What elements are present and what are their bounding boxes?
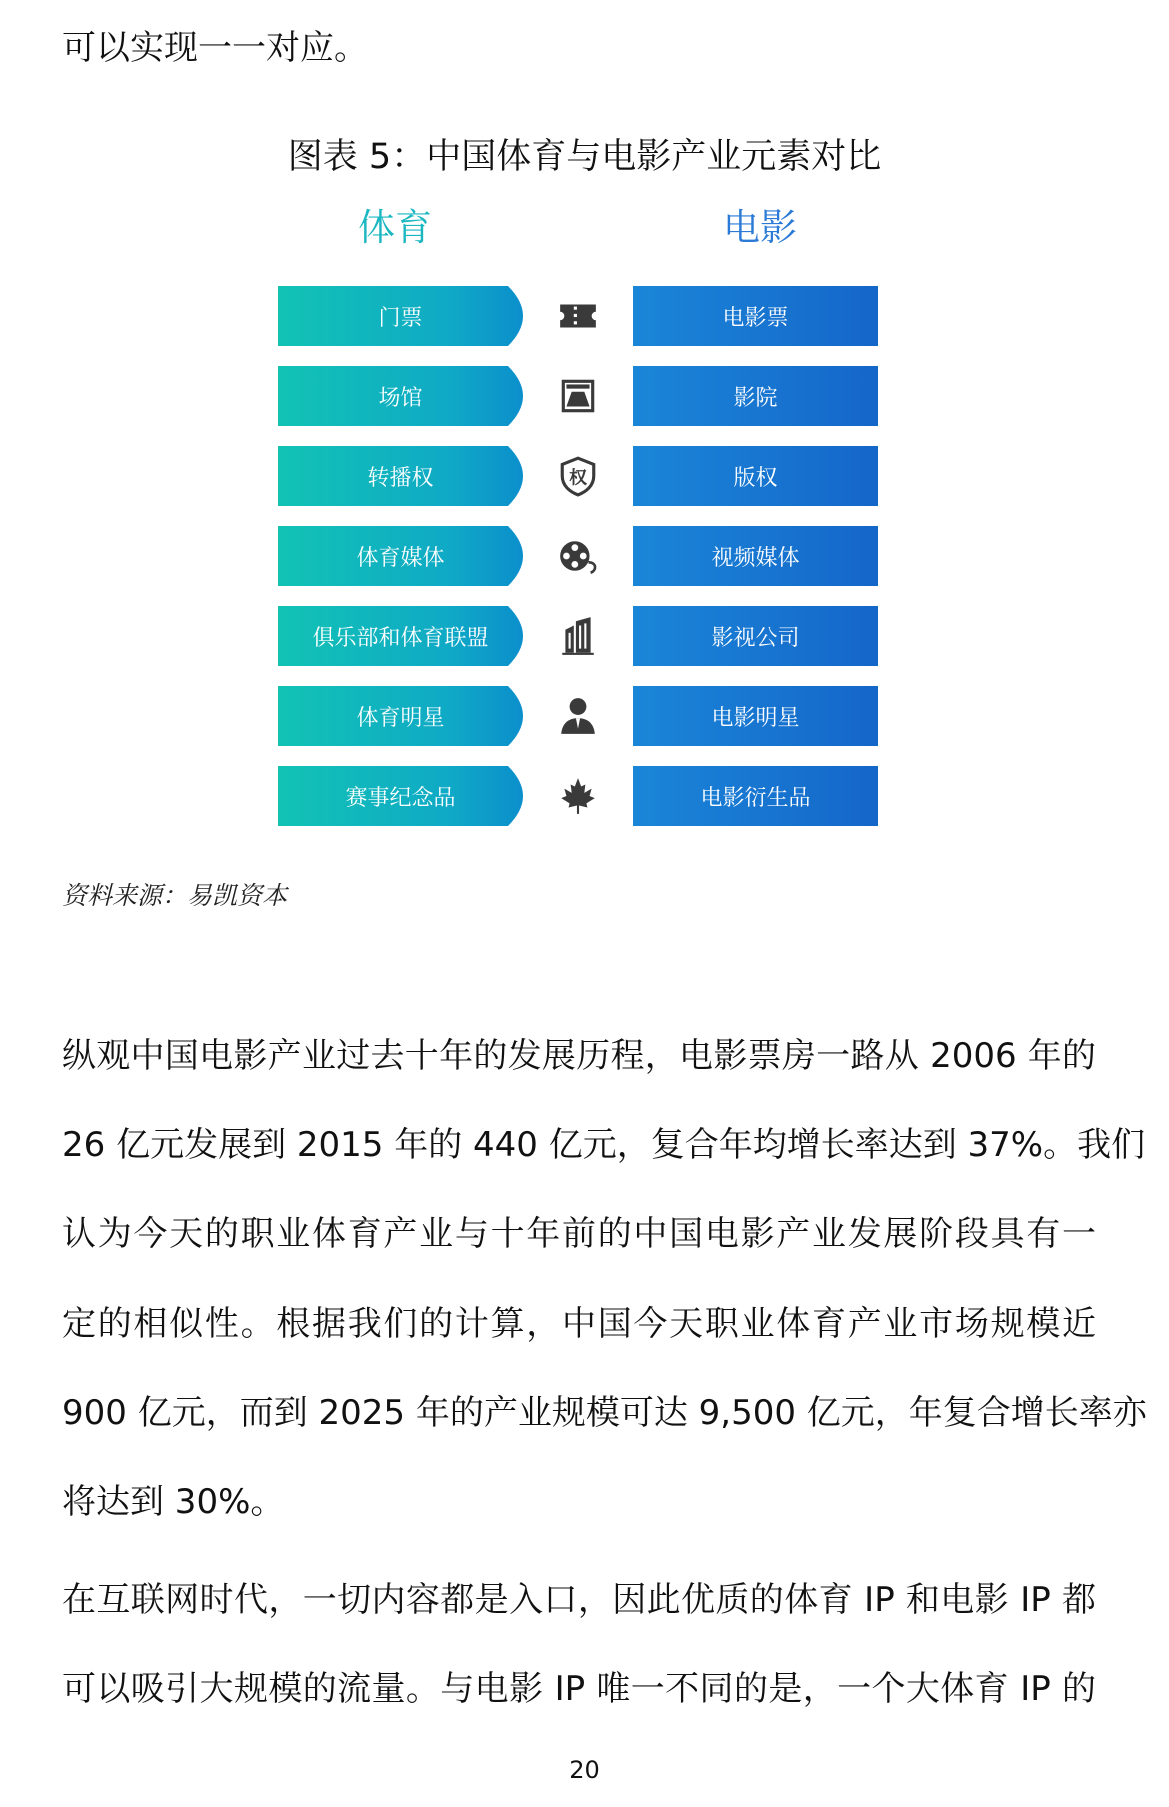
- paragraph-line: 定的相似性。根据我们的计算，中国今天职业体育产业市场规模近: [62, 1304, 1096, 1344]
- left-notch: [508, 446, 540, 506]
- paragraph-line: 纵观中国电影产业过去十年的发展历程，电影票房一路从 2006 年的: [62, 1036, 1096, 1076]
- comparison-row: [278, 606, 878, 666]
- film-element: 影院: [633, 366, 878, 426]
- comparison-row: [278, 446, 878, 506]
- sport-element: 场馆: [278, 366, 523, 426]
- film-reel-icon: [543, 536, 613, 576]
- paragraph-line: 26 亿元发展到 2015 年的 440 亿元，复合年均增长率达到 37%。我们: [62, 1125, 1146, 1165]
- maple-leaf-icon: [543, 776, 613, 816]
- intro-line: 可以实现一一对应。: [62, 28, 368, 68]
- sport-element: 体育明星: [278, 686, 523, 746]
- shield-char: 权: [569, 467, 587, 489]
- film-element: 电影衍生品: [633, 766, 878, 826]
- sport-element: 体育媒体: [278, 526, 523, 586]
- comparison-row: [278, 766, 878, 826]
- left-notch: [508, 366, 540, 426]
- film-element: 视频媒体: [633, 526, 878, 586]
- person-icon: [543, 696, 613, 736]
- ticket-icon: [543, 296, 613, 336]
- comparison-table: [278, 286, 878, 846]
- film-element: 电影票: [633, 286, 878, 346]
- shield-icon: [543, 456, 613, 496]
- comparison-row: [278, 686, 878, 746]
- comparison-row: [278, 286, 878, 346]
- left-notch: [508, 286, 540, 346]
- comparison-row: [278, 526, 878, 586]
- left-notch: [508, 766, 540, 826]
- left-notch: [508, 686, 540, 746]
- sport-element: 俱乐部和体育联盟: [278, 606, 523, 666]
- paragraph-line: 可以吸引大规模的流量。与电影 IP 唯一不同的是，一个大体育 IP 的: [62, 1669, 1096, 1709]
- left-notch: [508, 526, 540, 586]
- film-element: 版权: [633, 446, 878, 506]
- paragraph-line: 在互联网时代，一切内容都是入口，因此优质的体育 IP 和电影 IP 都: [62, 1580, 1096, 1620]
- film-column-header: 电影: [723, 206, 797, 249]
- film-element: 影视公司: [633, 606, 878, 666]
- sport-element: 门票: [278, 286, 523, 346]
- page-number: 20: [569, 1756, 600, 1784]
- film-element: 电影明星: [633, 686, 878, 746]
- sport-column-header: 体育: [358, 206, 432, 249]
- figure-title: 图表 5：中国体育与电影产业元素对比: [287, 137, 882, 177]
- building-icon: [543, 616, 613, 656]
- paragraph-line: 900 亿元，而到 2025 年的产业规模可达 9,500 亿元，年复合增长率亦: [62, 1393, 1147, 1433]
- comparison-row: [278, 366, 878, 426]
- sport-element: 转播权: [278, 446, 523, 506]
- left-notch: [508, 606, 540, 666]
- sport-element: 赛事纪念品: [278, 766, 523, 826]
- source-note: 资料来源：易凯资本: [62, 881, 288, 910]
- paragraph-line: 将达到 30%。: [62, 1482, 285, 1522]
- paragraph-line: 认为今天的职业体育产业与十年前的中国电影产业发展阶段具有一: [62, 1214, 1096, 1254]
- stage-icon: [543, 376, 613, 416]
